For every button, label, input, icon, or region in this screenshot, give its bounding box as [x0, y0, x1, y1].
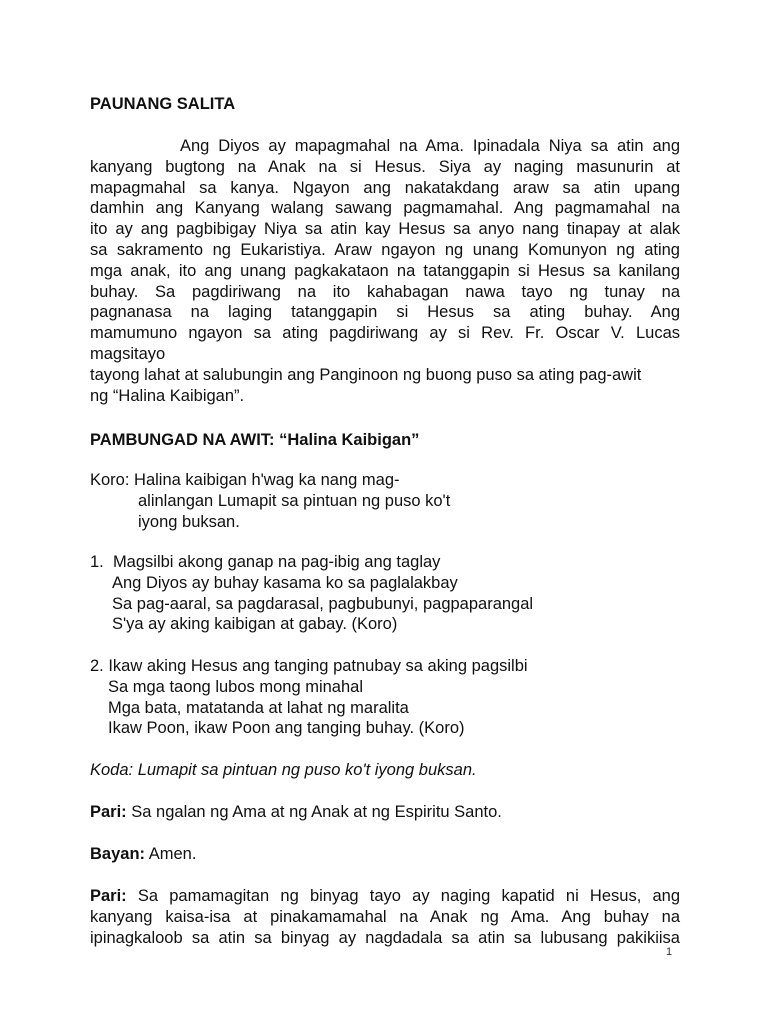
bayan-line: [90, 844, 680, 865]
speaker-text: Sa ngalan ng Ama at ng Anak at ng Espiritu Santo.: [131, 803, 502, 821]
verse-2: [90, 656, 680, 739]
intro-line: ng “Halina Kaibigan”.: [90, 386, 245, 405]
verse-number: 1.: [90, 553, 104, 571]
intro-line: pagnanasa na laging tatanggapin si Hesus sa ating buhay. Ang: [90, 303, 680, 322]
koro-line: Koro: Halina kaibigan h'wag ka nang mag-: [90, 471, 400, 489]
speaker-label: Pari:: [90, 803, 127, 821]
verse-line: Ang Diyos ay buhay kasama ko sa paglalakbay: [112, 573, 458, 592]
koro-line: alinlangan Lumapit sa pintuan ng puso ko't: [138, 491, 451, 510]
intro-line: tayong lahat at salubungin ang Panginoon ng buong puso sa ating pag-awit: [90, 365, 642, 384]
verse-line: Ikaw Poon, ikaw Poon ang tanging buhay. (Koro): [108, 719, 465, 738]
intro-line: sa sakramento ng Eukaristiya. Araw ngayon ng unang Komunyon ng ating: [90, 240, 680, 259]
pari-line-1: [90, 802, 680, 823]
intro-line: damhin ang Kanyang walang sawang pagmamahal. Ang pagmamahal na: [90, 199, 680, 218]
intro-line: kanyang bugtong na Anak na si Hesus. Siya ay naging masunurin at: [90, 157, 680, 176]
koro-block: [90, 470, 680, 532]
page-number: 1: [666, 946, 673, 958]
pari-line: kanyang kaisa-isa at pinakamamahal na Anak ng Ama. Ang buhay na: [90, 907, 680, 926]
verse-line: 1. Magsilbi akong ganap na pag-ibig ang taglay: [90, 553, 441, 571]
pari-line: Pari: Sa pamamagitan ng binyag tayo ay naging kapatid ni Hesus, ang: [90, 887, 680, 905]
verse-line: 2. Ikaw aking Hesus ang tanging patnubay sa aking pagsilbi: [90, 657, 528, 675]
koro-label: Koro:: [90, 471, 130, 489]
opening-song-title: “Halina Kaibigan”: [279, 431, 420, 449]
intro-line: mamumuno ngayon sa ating pagdiriwang ay si Rev. Fr. Oscar V. Lucas: [90, 324, 680, 343]
opening-song-label: PAMBUNGAD NA AWIT:: [90, 431, 275, 449]
intro-line: Ang Diyos ay mapagmahal na Ama. Ipinadala Niya sa atin ang: [180, 137, 680, 155]
verse-1: [90, 552, 680, 635]
koro-line: iyong buksan.: [138, 512, 240, 531]
intro-line: mga anak, ito ang unang pagkakataon na tatanggapin si Hesus sa kanilang: [90, 261, 680, 280]
section-heading: PAUNANG SALITA: [90, 95, 236, 113]
speaker-label: Pari:: [90, 887, 127, 905]
speaker-text: Amen.: [148, 845, 197, 863]
pari-line: ipinagkaloob sa atin sa binyag ay nagdadala sa atin sa lubusang pakikiisa: [90, 928, 680, 947]
verse-line: S'ya ay aking kaibigan at gabay. (Koro): [112, 615, 398, 634]
intro-line: ito ay ang pagbibigay Niya sa atin kay Hesus sa anyo nang tinapay at alak: [90, 220, 680, 239]
intro-line: buhay. Sa pagdiriwang na ito kahabagan nawa tayo ng tunay na: [90, 282, 680, 301]
verse-line: Sa mga taong lubos mong minahal: [108, 677, 363, 696]
speaker-label: Bayan:: [90, 845, 146, 863]
opening-song-heading: [90, 430, 680, 451]
verse-line: Sa pag-aaral, sa pagdarasal, pagbubunyi, pagpaparangal: [112, 594, 534, 613]
intro-line: magsitayo: [90, 344, 166, 363]
pari-paragraph-2: [90, 886, 680, 948]
verse-line: Mga bata, matatanda at lahat ng maralita: [108, 698, 409, 717]
koda-line: Koda: Lumapit sa pintuan ng puso ko't iyong buksan.: [90, 761, 477, 779]
intro-line: mapagmahal sa kanya. Ngayon ang nakatakdang araw sa atin upang: [90, 178, 680, 197]
intro-paragraph: [90, 136, 680, 406]
